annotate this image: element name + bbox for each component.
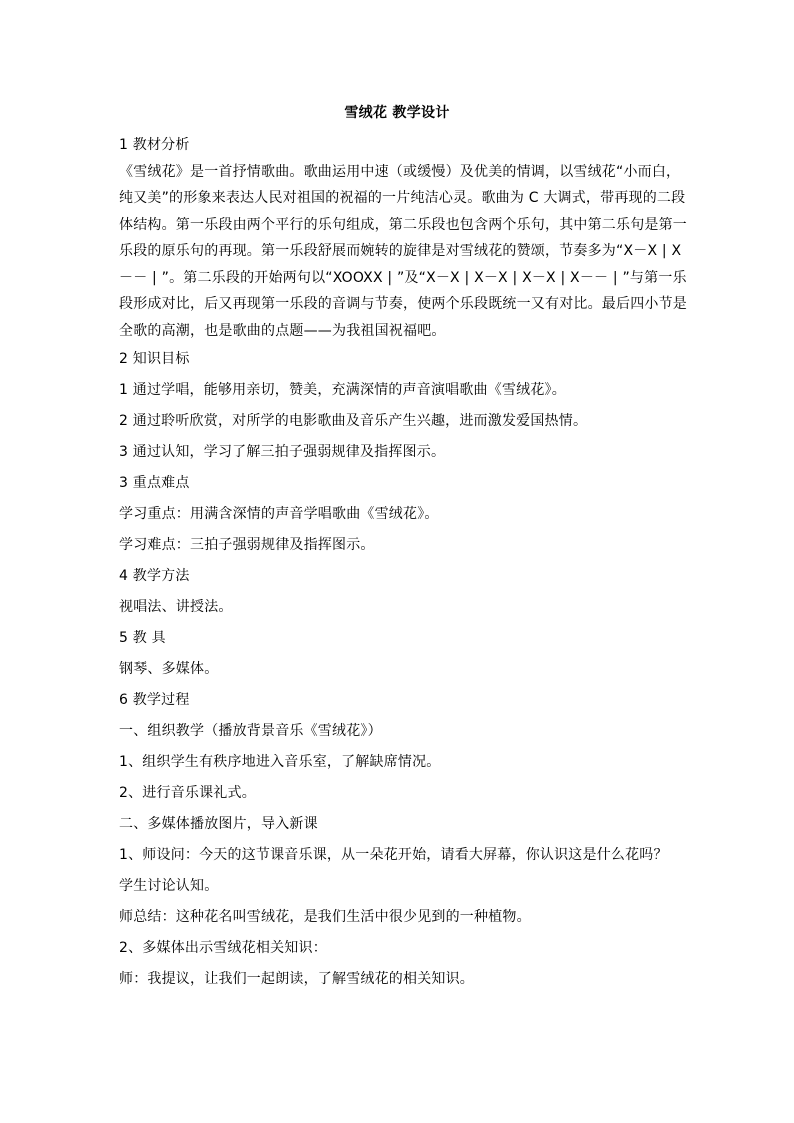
section-heading-material-analysis: 1 教材分析	[119, 137, 190, 153]
list-item: 2、进行音乐课礼式。	[119, 785, 256, 801]
section-heading-teaching-process: 6 教学过程	[119, 692, 190, 708]
section-heading-key-points: 3 重点难点	[119, 475, 190, 491]
list-item: 学生讨论认知。	[119, 878, 219, 894]
subsection-heading: 一、组织教学（播放背景音乐《雪绒花》）	[119, 723, 382, 739]
list-item: 1 通过学唱，能够用亲切，赞美，充满深情的声音演唱歌曲《雪绒花》。	[119, 382, 566, 398]
list-item: 钢琴、多媒体。	[119, 661, 219, 677]
paragraph-line: 《雪绒花》是一首抒情歌曲。歌曲运用中速（或缓慢）及优美的情调，以雪绒花“小而白，	[119, 163, 681, 180]
list-item: 2、多媒体出示雪绒花相关知识：	[119, 940, 327, 956]
list-item: 学习难点：三拍子强弱规律及指挥图示。	[119, 537, 375, 553]
section-heading-teaching-methods: 4 教学方法	[119, 568, 190, 584]
section-heading-teaching-tools: 5 教 具	[119, 630, 166, 646]
section-heading-knowledge-goals: 2 知识目标	[119, 351, 190, 367]
paragraph-line: 纯又美”的形象来表达人民对祖国的祝福的一片纯洁心灵。歌曲为 C 大调式，带再现的二段	[119, 190, 686, 206]
list-item: 视唱法、讲授法。	[119, 599, 233, 615]
page-title: 雪绒花 教学设计	[344, 105, 450, 121]
list-item: 1、组织学生有秩序地进入音乐室，了解缺席情况。	[119, 754, 441, 770]
list-item: 学习重点：用满含深情的声音学唱歌曲《雪绒花》。	[119, 506, 439, 522]
paragraph-line: 段形成对比，后又再现第一乐段的音调与节奏，使两个乐段既统一又有对比。最后四小节是	[119, 296, 687, 312]
list-item: 师：我提议，让我们一起朗读，了解雪绒花的相关知识。	[119, 971, 474, 987]
paragraph-line: 体结构。第一乐段由两个平行的乐句组成，第二乐段也包含两个乐句，其中第二乐句是第一	[119, 216, 687, 233]
document-body	[119, 132, 687, 995]
list-item: 1、师设问：今天的这节课音乐课，从一朵花开始，请看大屏幕，你认识这是什么花吗？	[119, 847, 668, 863]
list-item: 2 通过聆听欣赏，对所学的电影歌曲及音乐产生兴趣，进而激发爱国热情。	[119, 413, 588, 429]
list-item: 3 通过认知，学习了解三拍子强弱规律及指挥图示。	[119, 444, 446, 460]
list-item: 师总结：这种花名叫雪绒花，是我们生活中很少见到的一种植物。	[119, 909, 531, 925]
subsection-heading: 二、多媒体播放图片，导入新课	[119, 816, 318, 832]
paragraph-line: 乐段的原乐句的再现。第一乐段舒展而婉转的旋律是对雪绒花的赞颂，节奏多为“X－X | X	[119, 243, 682, 259]
paragraph-line: 全歌的高潮，也是歌曲的点题——为我祖国祝福吧。	[119, 322, 446, 339]
paragraph-line: －－ | ”。第二乐段的开始两句以“XOOXX | ”及“X－X | X－X | X－X | X－－ | ”与第一乐	[119, 269, 687, 286]
